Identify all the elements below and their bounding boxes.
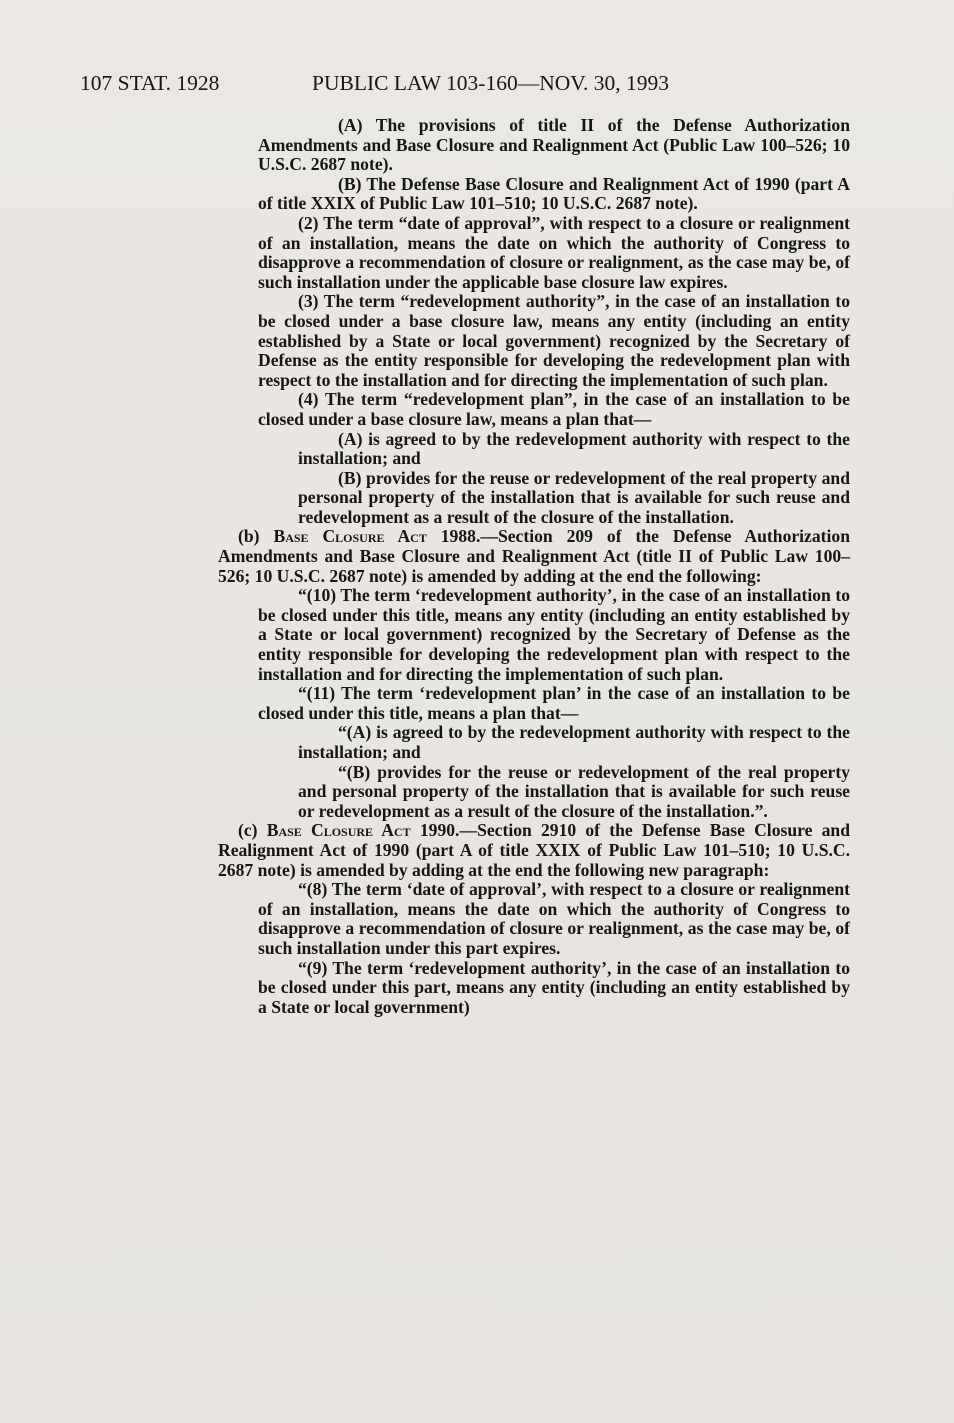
subsection-c (218, 821, 850, 880)
quoted-paragraph-8: “(8) The term ‘date of approval’, with respect to a closure or realignment of an installation, means the date on which the authority of Congress to disapprove a recommendation of closure or realignment, as the case may be, of such installation under this part expires. (258, 879, 850, 958)
quoted-paragraph-9: “(9) The term ‘redevelopment authority’, in the case of an installation to be closed under this part, means any entity (including an entity established by a State or local government) (258, 957, 850, 1017)
clause-a: (A) The provisions of title II of the Defense Authorization Amendments and Base Closure and Realignment Act (Public Law 100–526; 10 U.S.C. 2687 note). (258, 115, 850, 175)
quoted-paragraph-11-a: “(A) is agreed to by the redevelopment authority with respect to the installation; and (298, 722, 850, 762)
subsection-b-heading: Base Closure Act 1988. (273, 526, 481, 547)
paragraph-2: (2) The term “date of approval”, with respect to a closure or realignment of an installation, means the date on which the authority of Congress to disapprove a recommendation of closure or realignment, as the case may be, of such installation under the applicable base closure law expires. (258, 212, 850, 292)
subsection-b-label: (b) (238, 526, 260, 547)
quoted-paragraph-11-b: “(B) provides for the reuse or redevelopment of the real property and personal property of the installation that is available for such reuse or redevelopment as a result of the closure of the installation.”. (298, 761, 850, 821)
law-title: PUBLIC LAW 103-160—NOV. 30, 1993 (312, 71, 670, 95)
subsection-b-text: —Section 209 of the Defense Authorization Amendments and Base Closure and Realignment Act (title II of Public Law 100–526; 10 U.S.C. 2687 note) is amended by adding at the end the following: (218, 526, 850, 586)
document-body (218, 116, 850, 1017)
subsection-c-label: (c) (238, 820, 258, 841)
quoted-paragraph-11: “(11) The term ‘redevelopment plan’ in the case of an installation to be closed under this title, means a plan that— (258, 683, 850, 723)
subsection-c-heading: Base Closure Act 1990. (266, 820, 460, 841)
page-header (80, 68, 880, 98)
stat-reference: 107 STAT. 1928 (80, 71, 220, 95)
paragraph-3: (3) The term “redevelopment authority”, in the case of an installation to be closed under a base closure law, means any entity (including an entity established by a State or local government) recognized by the Secretary of Defense as the entity responsible for developing the redevelopment plan with respect to the installation and for directing the implementation of such plan. (258, 291, 850, 390)
subsection-c-text: —Section 2910 of the Defense Base Closure and Realignment Act of 1990 (part A of title XXIX of Public Law 101–510; 10 U.S.C. 2687 note) is amended by adding at the end the following new paragraph: (218, 820, 850, 880)
clause-b: (B) The Defense Base Closure and Realignment Act of 1990 (part A of title XXIX of Public Law 101–510; 10 U.S.C. 2687 note). (258, 173, 850, 214)
quoted-paragraph-10: “(10) The term ‘redevelopment authority’, in the case of an installation to be closed under this title, means any entity (including an entity established by a State or local government) recognized by the Secretary of Defense as the entity responsible for developing the redevelopment plan with respect to the installation and for directing the implementation of such plan. (258, 585, 850, 684)
paragraph-4-a: (A) is agreed to by the redevelopment authority with respect to the installation; and (298, 428, 850, 469)
paragraph-4-b: (B) provides for the reuse or redevelopment of the real property and personal property of the installation that is available for such reuse and redevelopment as a result of the closure of the installation. (298, 467, 850, 527)
subsection-b (218, 527, 850, 586)
paragraph-4: (4) The term “redevelopment plan”, in the case of an installation to be closed under a base closure law, means a plan that— (258, 389, 850, 429)
